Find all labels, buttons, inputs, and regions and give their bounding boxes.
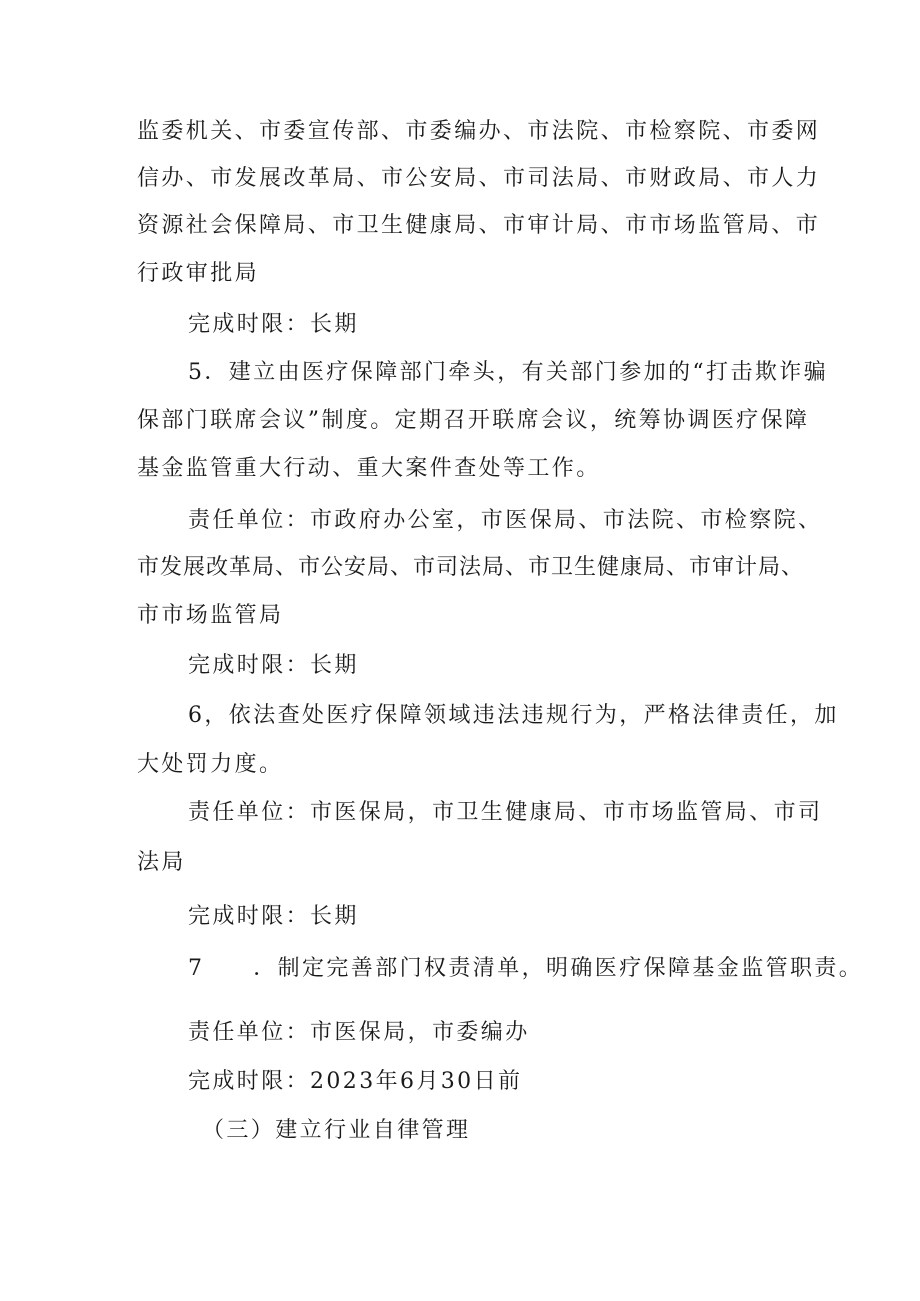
responsible-units-line: 责任单位：市政府办公室，市医保局、市法院、市检察院、 <box>188 508 823 533</box>
item-5-line: 5．建立由医疗保障部门牵头，有关部门参加的“打击欺诈骗 <box>188 360 829 385</box>
section-heading: （三）建立行业自律管理 <box>202 1118 471 1143</box>
text-line: 基金监管重大行动、重大案件查处等工作。 <box>137 456 601 481</box>
item-7-line: 7 ．制定完善部门权责清单，明确医疗保障基金监管职责。 <box>188 956 864 981</box>
responsible-units-line: 责任单位：市医保局，市卫生健康局、市市场监管局、市司 <box>188 800 823 825</box>
deadline-line: 完成时限：长期 <box>188 312 359 337</box>
text-line: 资源社会保障局、市卫生健康局、市审计局、市市场监管局、市 <box>137 213 821 238</box>
responsible-units-line: 责任单位：市医保局，市委编办 <box>188 1020 530 1045</box>
text-line: 大处罚力度。 <box>137 752 284 777</box>
deadline-line: 完成时限：2023年6月30日前 <box>188 1069 523 1094</box>
text-line: 市市场监管局 <box>137 603 284 628</box>
text-line: 信办、市发展改革局、市公安局、市司法局、市财政局、市人力 <box>137 166 821 191</box>
deadline-line: 完成时限：长期 <box>188 904 359 929</box>
text-line: 保部门联席会议”制度。定期召开联席会议，统筹协调医疗保障 <box>137 408 810 433</box>
text-line: 行政审批局 <box>137 261 260 286</box>
text-line: 监委机关、市委宣传部、市委编办、市法院、市检察院、市委网 <box>137 119 821 144</box>
item-6-line: 6，依法查处医疗保障领域违法违规行为，严格法律责任，加 <box>188 703 839 728</box>
deadline-line: 完成时限：长期 <box>188 653 359 678</box>
text-line: 法局 <box>137 850 186 875</box>
text-line: 市发展改革局、市公安局、市司法局、市卫生健康局、市审计局、 <box>137 555 805 580</box>
